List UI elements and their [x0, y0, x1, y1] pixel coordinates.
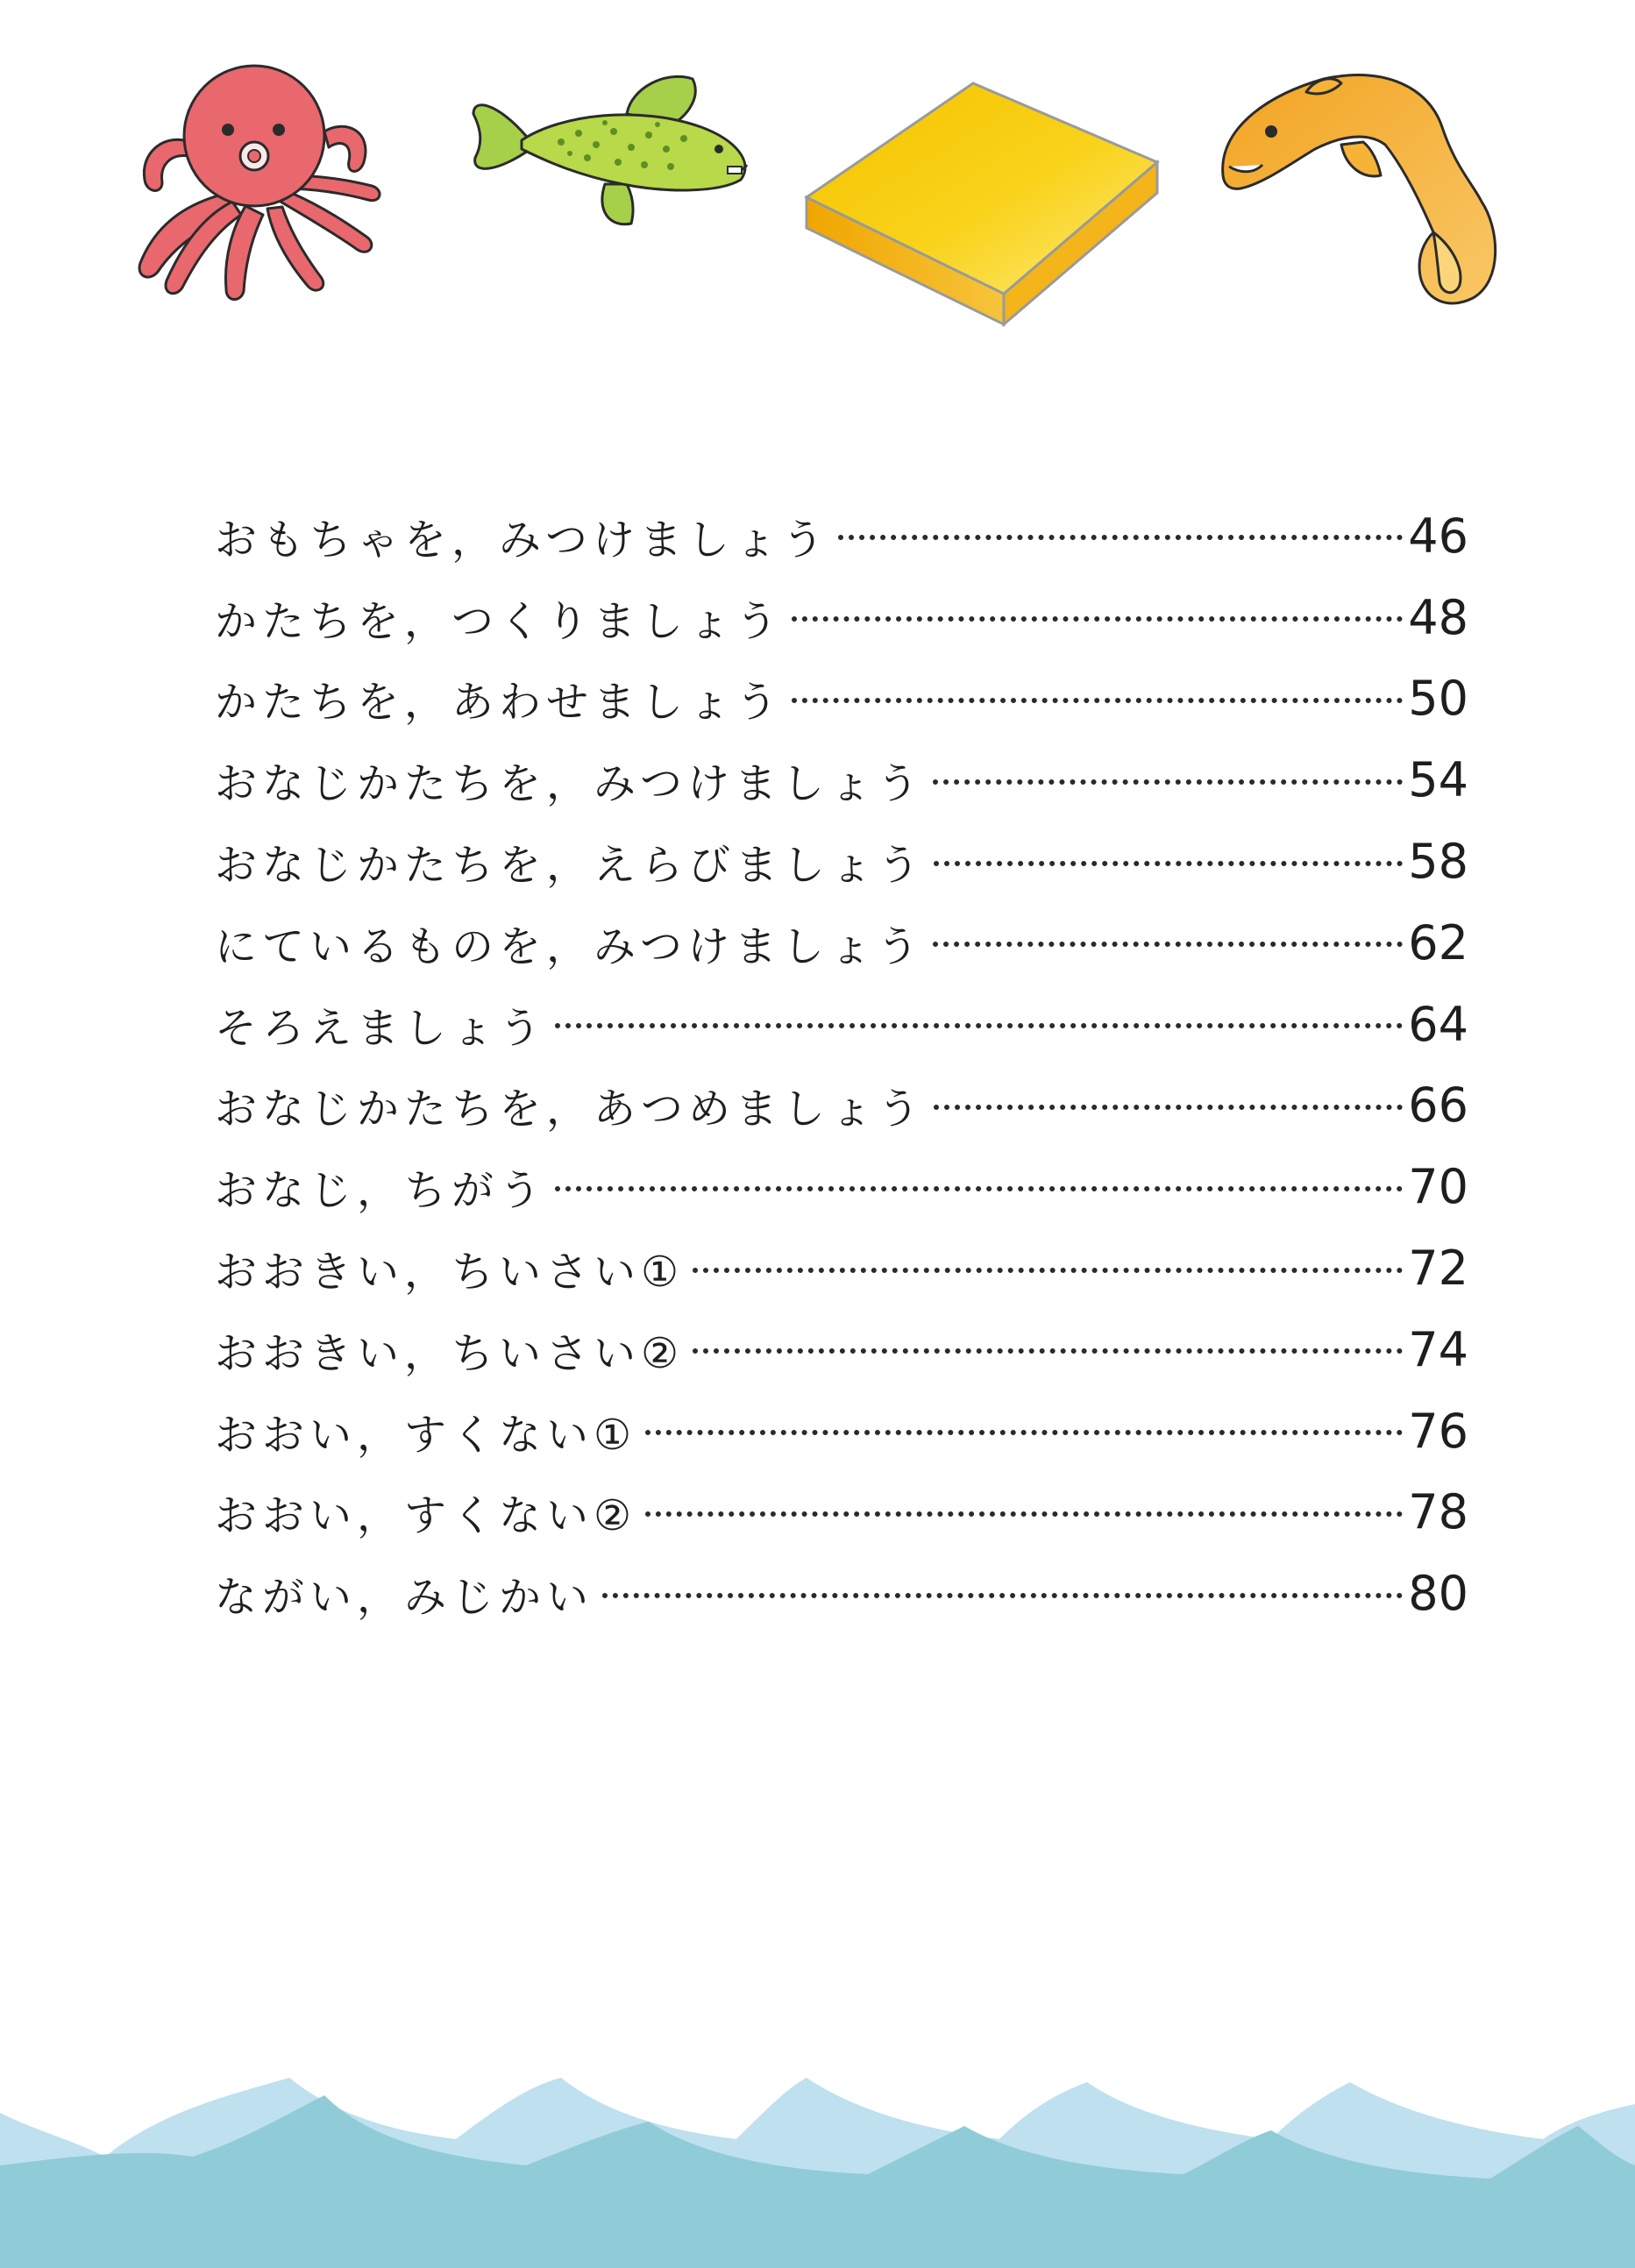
toc-entry-page: 48 [1408, 589, 1468, 645]
toc-entry[interactable] [215, 984, 1468, 1065]
toc-entry-page: 54 [1408, 752, 1468, 808]
dot-leader [602, 1593, 1403, 1598]
toc-entry-title: かたちを，つくりましょう [215, 596, 784, 646]
toc-entry[interactable] [215, 1146, 1468, 1227]
toc-entry[interactable] [215, 1309, 1468, 1390]
dot-leader [693, 1268, 1403, 1273]
toc-entry[interactable] [215, 1390, 1468, 1472]
toc-entry-title: おおきい，ちいさい② [215, 1328, 685, 1378]
toc-entry[interactable] [215, 577, 1468, 658]
toc-entry-page: 74 [1408, 1321, 1468, 1377]
toc-entry-title: おなじかたちを，あつめましょう [215, 1084, 926, 1134]
block-illustration [798, 75, 1166, 329]
toc-entry-title: おおきい，ちいさい① [215, 1248, 685, 1298]
dot-leader [933, 942, 1403, 947]
toc-entry-title: おなじ，ちがう [215, 1166, 547, 1216]
toc-entry-title: かたちを，あわせましょう [215, 678, 784, 728]
toc-entry-page: 64 [1408, 996, 1468, 1052]
table-of-contents [215, 495, 1468, 1634]
toc-entry-title: おもちゃを，みつけましょう [215, 515, 830, 565]
toc-entry-page: 50 [1408, 671, 1468, 727]
dot-leader [693, 1348, 1403, 1354]
toc-entry[interactable] [215, 821, 1468, 902]
toc-entry[interactable] [215, 1553, 1468, 1634]
toc-entry[interactable] [215, 658, 1468, 740]
toc-entry-title: にているものを，みつけましょう [215, 921, 925, 971]
toc-entry-page: 46 [1408, 508, 1468, 564]
toc-entry-page: 62 [1408, 914, 1468, 970]
toc-entry-title: そろえましょう [215, 1003, 547, 1053]
illustration-strip [0, 0, 1635, 351]
toc-entry-page: 78 [1408, 1484, 1468, 1540]
dot-leader [792, 616, 1403, 622]
eel-illustration [1210, 61, 1525, 316]
dot-leader [933, 779, 1403, 785]
toc-entry[interactable] [215, 1472, 1468, 1553]
toc-entry[interactable] [215, 739, 1468, 821]
toc-entry-page: 80 [1408, 1566, 1468, 1622]
dot-leader [555, 1023, 1403, 1028]
toc-entry-page: 66 [1408, 1077, 1468, 1134]
dot-leader [645, 1511, 1403, 1517]
toc-entry-title: ながい，みじかい [215, 1573, 594, 1623]
dot-leader [555, 1186, 1403, 1191]
toc-entry[interactable] [215, 902, 1468, 984]
fish-illustration [465, 61, 771, 237]
toc-entry[interactable] [215, 1065, 1468, 1147]
toc-entry-page: 72 [1408, 1241, 1468, 1297]
toc-entry-title: おおい，すくない② [215, 1491, 637, 1541]
toc-entry[interactable] [215, 1227, 1468, 1309]
dot-leader [934, 861, 1403, 866]
toc-entry[interactable] [215, 495, 1468, 577]
toc-entry-page: 70 [1408, 1159, 1468, 1215]
octopus-illustration [123, 53, 395, 307]
toc-entry-title: おなじかたちを，えらびましょう [215, 841, 926, 891]
toc-entry-page: 58 [1408, 834, 1468, 890]
sea-waves-decoration [0, 2060, 1635, 2268]
toc-entry-title: おおい，すくない① [215, 1410, 637, 1460]
dot-leader [838, 535, 1403, 540]
dot-leader [792, 698, 1403, 703]
toc-entry-title: おなじかたちを，みつけましょう [215, 759, 925, 809]
dot-leader [645, 1430, 1403, 1435]
toc-entry-page: 76 [1408, 1403, 1468, 1459]
dot-leader [934, 1105, 1403, 1110]
